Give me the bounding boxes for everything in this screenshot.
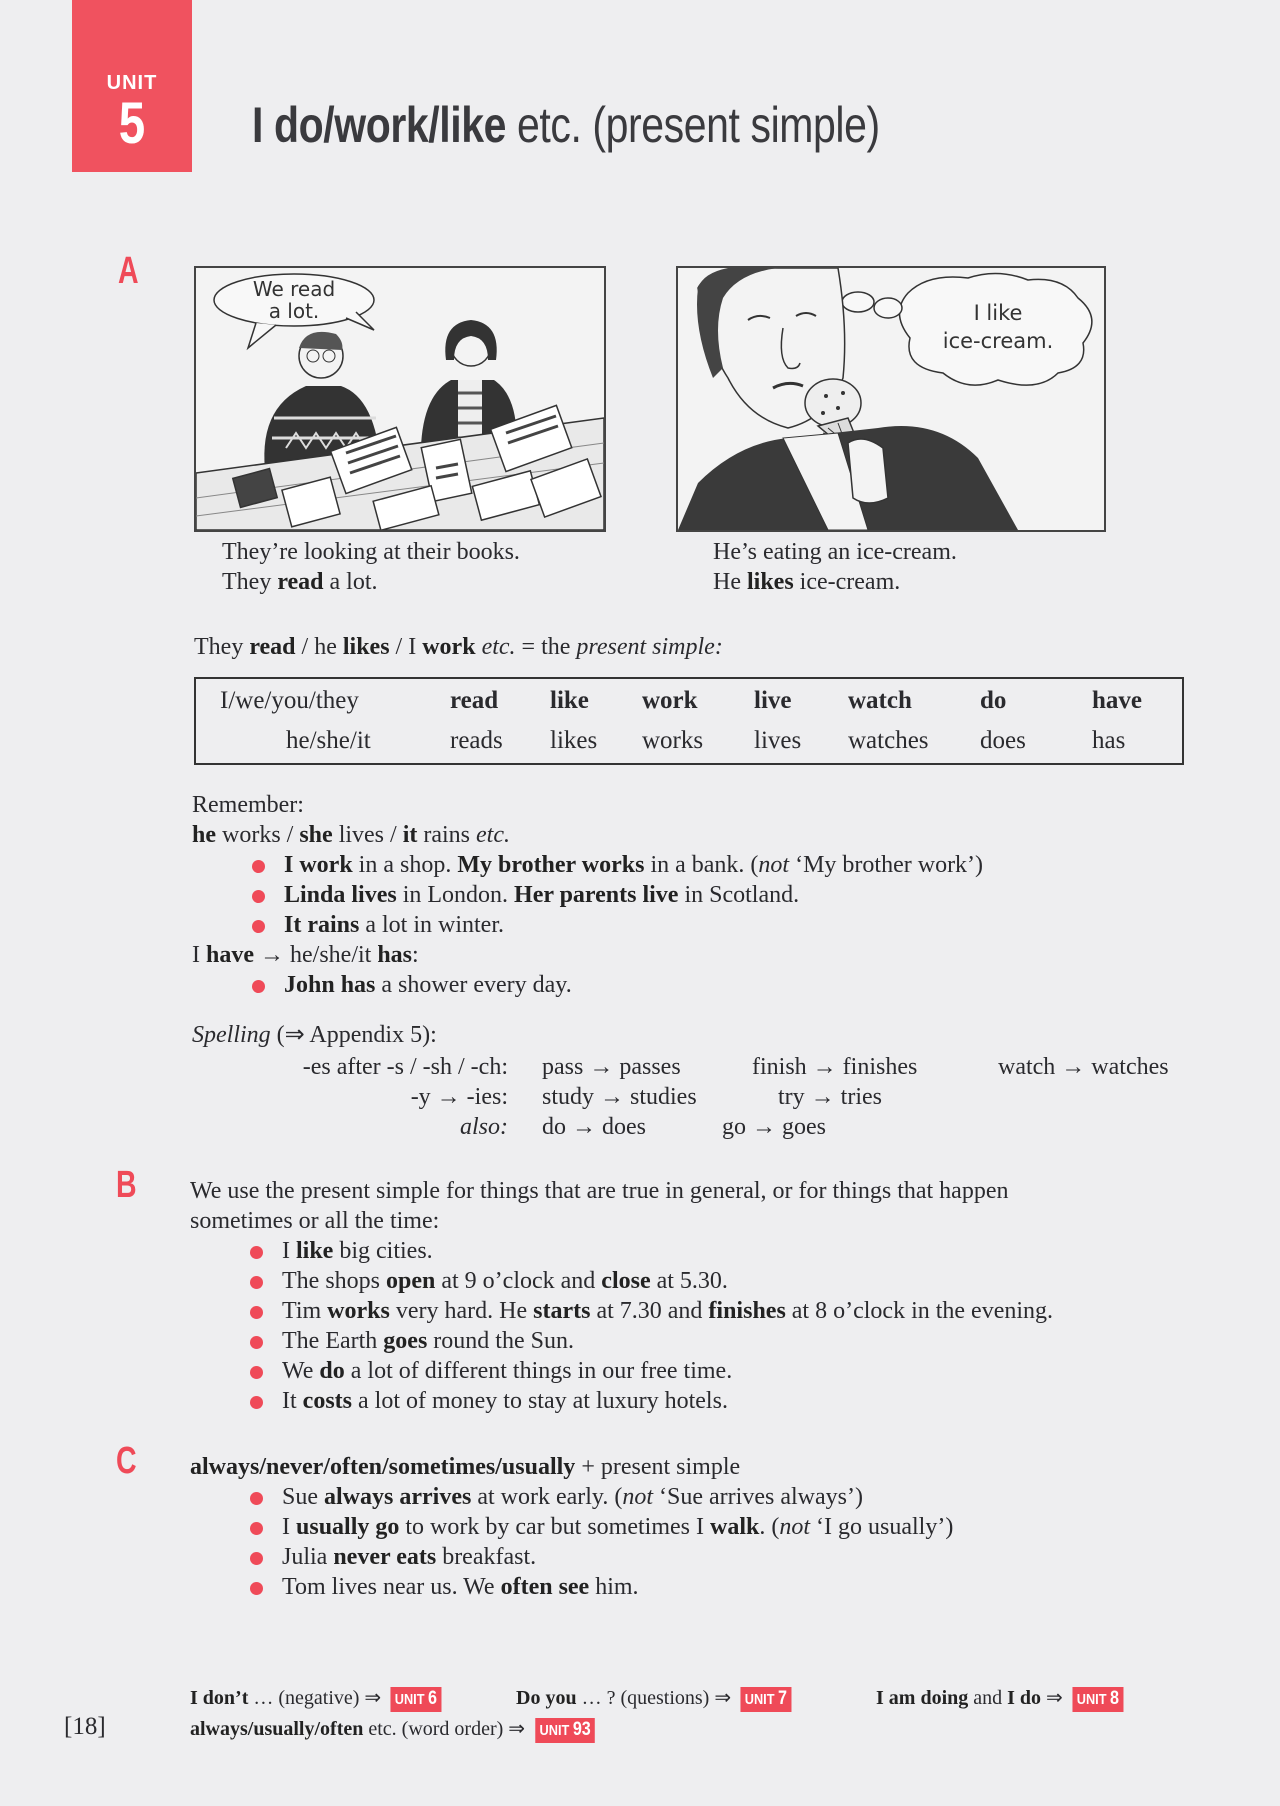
verb-third: has — [1092, 727, 1126, 754]
present-simple-intro: They read / he likes / I work etc. = the present simple: — [194, 634, 723, 660]
section-b-examples — [248, 1236, 1053, 1416]
page-title: I do/work/like etc. (present simple) — [252, 97, 880, 153]
section-letter-a: A — [118, 250, 139, 292]
unit-link-tag[interactable]: UNIT 7 — [741, 1687, 792, 1712]
list-item: I like big cities. — [248, 1236, 1053, 1266]
verb-base: like — [550, 687, 589, 714]
spelling-example: pass → passes — [542, 1054, 681, 1080]
list-item: The shops open at 9 o’clock and close at 5.30. — [248, 1266, 1053, 1296]
unit-badge — [72, 0, 192, 172]
list-item: It costs a lot of money to stay at luxury hotels. — [248, 1386, 1053, 1416]
man-eating-ice-cream-icon — [678, 268, 1104, 530]
spelling-heading: Spelling (⇒ Appendix 5): — [192, 1022, 437, 1048]
illustration-ice-cream — [676, 266, 1106, 532]
list-item: I work in a shop. My brother works in a bank. (not ‘My brother work’) — [250, 850, 983, 880]
cross-reference-negative[interactable]: I don’t … (negative) ⇒ UNIT 6 — [190, 1683, 446, 1713]
section-letter-b: B — [116, 1164, 137, 1206]
section-b-intro: We use the present simple for things that are true in general, or for things that happen sometimes or all the time: I like big cities. The shops open at 9 o’clock and close at 5.30. Tim works very hard. He starts at 7.30 and finishes at 8 o’clock in the evening. The Earth goes round the Sun. We do a lot of different things in our free time. It costs a lot of money to stay at luxury hotels. — [190, 1178, 1054, 1414]
list-item: Tom lives near us. We often see him. — [248, 1572, 953, 1602]
list-item: It rains a lot in winter. — [250, 910, 983, 940]
list-item: I usually go to work by car but sometimes I walk. (not ‘I go usually’) — [248, 1512, 953, 1542]
svg-text:We read: We read — [252, 277, 336, 301]
verb-third: likes — [550, 727, 598, 754]
illustration-reading — [194, 266, 606, 532]
caption-right: He’s eating an ice-cream. He likes ice-cream. — [713, 539, 957, 595]
row-label-plural: I/we/you/they — [220, 687, 359, 714]
verb-base: have — [1092, 687, 1142, 714]
verb-base: do — [980, 687, 1007, 714]
list-item: The Earth goes round the Sun. — [248, 1326, 1053, 1356]
have-examples — [250, 970, 983, 1000]
spelling-example: do → does — [542, 1114, 646, 1140]
verb-third: lives — [754, 727, 802, 754]
list-item: Julia never eats breakfast. — [248, 1542, 953, 1572]
cross-reference-doing-vs-do[interactable]: I am doing and I do ⇒ UNIT 8 — [876, 1683, 1128, 1713]
spelling-example: go → goes — [722, 1114, 826, 1140]
page-number: [18] — [64, 1713, 106, 1740]
spelling-example: try → tries — [778, 1084, 882, 1110]
list-item: Tim works very hard. He starts at 7.30 and finishes at 8 o’clock in the evening. — [248, 1296, 1053, 1326]
spelling-rule-label: -es after -s / -sh / -ch: — [302, 1054, 508, 1080]
spelling-rule-label: -y → -ies: — [410, 1084, 508, 1110]
verb-base: work — [642, 687, 698, 714]
remember-examples — [250, 850, 983, 940]
remember-block: Remember: he works / she lives / it rains etc. I work in a shop. My brother works in a bank. (not ‘My brother work’) Linda lives in London. Her parents live in Scotland. It rains a lot in winter. I have → he/she/it has: John has a shower every day. — [192, 792, 984, 998]
svg-text:I like: I like — [973, 301, 1023, 325]
section-c-examples — [248, 1482, 953, 1602]
svg-text:ice-cream.: ice-cream. — [942, 329, 1054, 353]
unit-link-tag[interactable]: UNIT 93 — [535, 1718, 595, 1743]
unit-link-tag[interactable]: UNIT 8 — [1072, 1687, 1123, 1712]
cross-reference-word-order[interactable]: always/usually/often etc. (word order) ⇒ UNIT 93 — [190, 1714, 600, 1744]
unit-label: UNIT — [106, 72, 158, 94]
list-item: We do a lot of different things in our free time. — [248, 1356, 1053, 1386]
list-item: John has a shower every day. — [250, 970, 983, 1000]
verb-third: does — [980, 727, 1026, 754]
people-reading-books-icon — [196, 268, 604, 530]
verb-third: works — [642, 727, 704, 754]
section-c-block: always/never/often/sometimes/usually + present simple Sue always arrives at work early. (not ‘Sue arrives always’) I usually go to work by car but sometimes I walk. (not ‘I go usually’) Julia never eats breakfast. Tom lives near us. We often see him. — [190, 1454, 954, 1600]
cross-reference-questions[interactable]: Do you … ? (questions) ⇒ UNIT 7 — [516, 1683, 796, 1713]
caption-left: They’re looking at their books. They read a lot. — [222, 539, 520, 595]
svg-text:a lot.: a lot. — [268, 299, 320, 323]
verb-forms-table — [194, 677, 1184, 765]
spelling-example: watch → watches — [998, 1054, 1169, 1080]
list-item: Linda lives in London. Her parents live in Scotland. — [250, 880, 983, 910]
verb-base: watch — [848, 687, 912, 714]
spelling-rule-label: also: — [460, 1114, 508, 1140]
unit-link-tag[interactable]: UNIT 6 — [391, 1687, 442, 1712]
verb-third: watches — [848, 727, 929, 754]
section-letter-c: C — [116, 1440, 137, 1482]
verb-base: read — [450, 687, 499, 714]
list-item: Sue always arrives at work early. (not ‘Sue arrives always’) — [248, 1482, 953, 1512]
remember-heading: Remember: — [192, 792, 304, 818]
spelling-example: finish → finishes — [752, 1054, 918, 1080]
row-label-singular: he/she/it — [286, 727, 371, 754]
unit-number: 5 — [118, 91, 146, 156]
spelling-example: study → studies — [542, 1084, 697, 1110]
verb-base: live — [754, 687, 792, 714]
verb-third: reads — [450, 727, 503, 754]
